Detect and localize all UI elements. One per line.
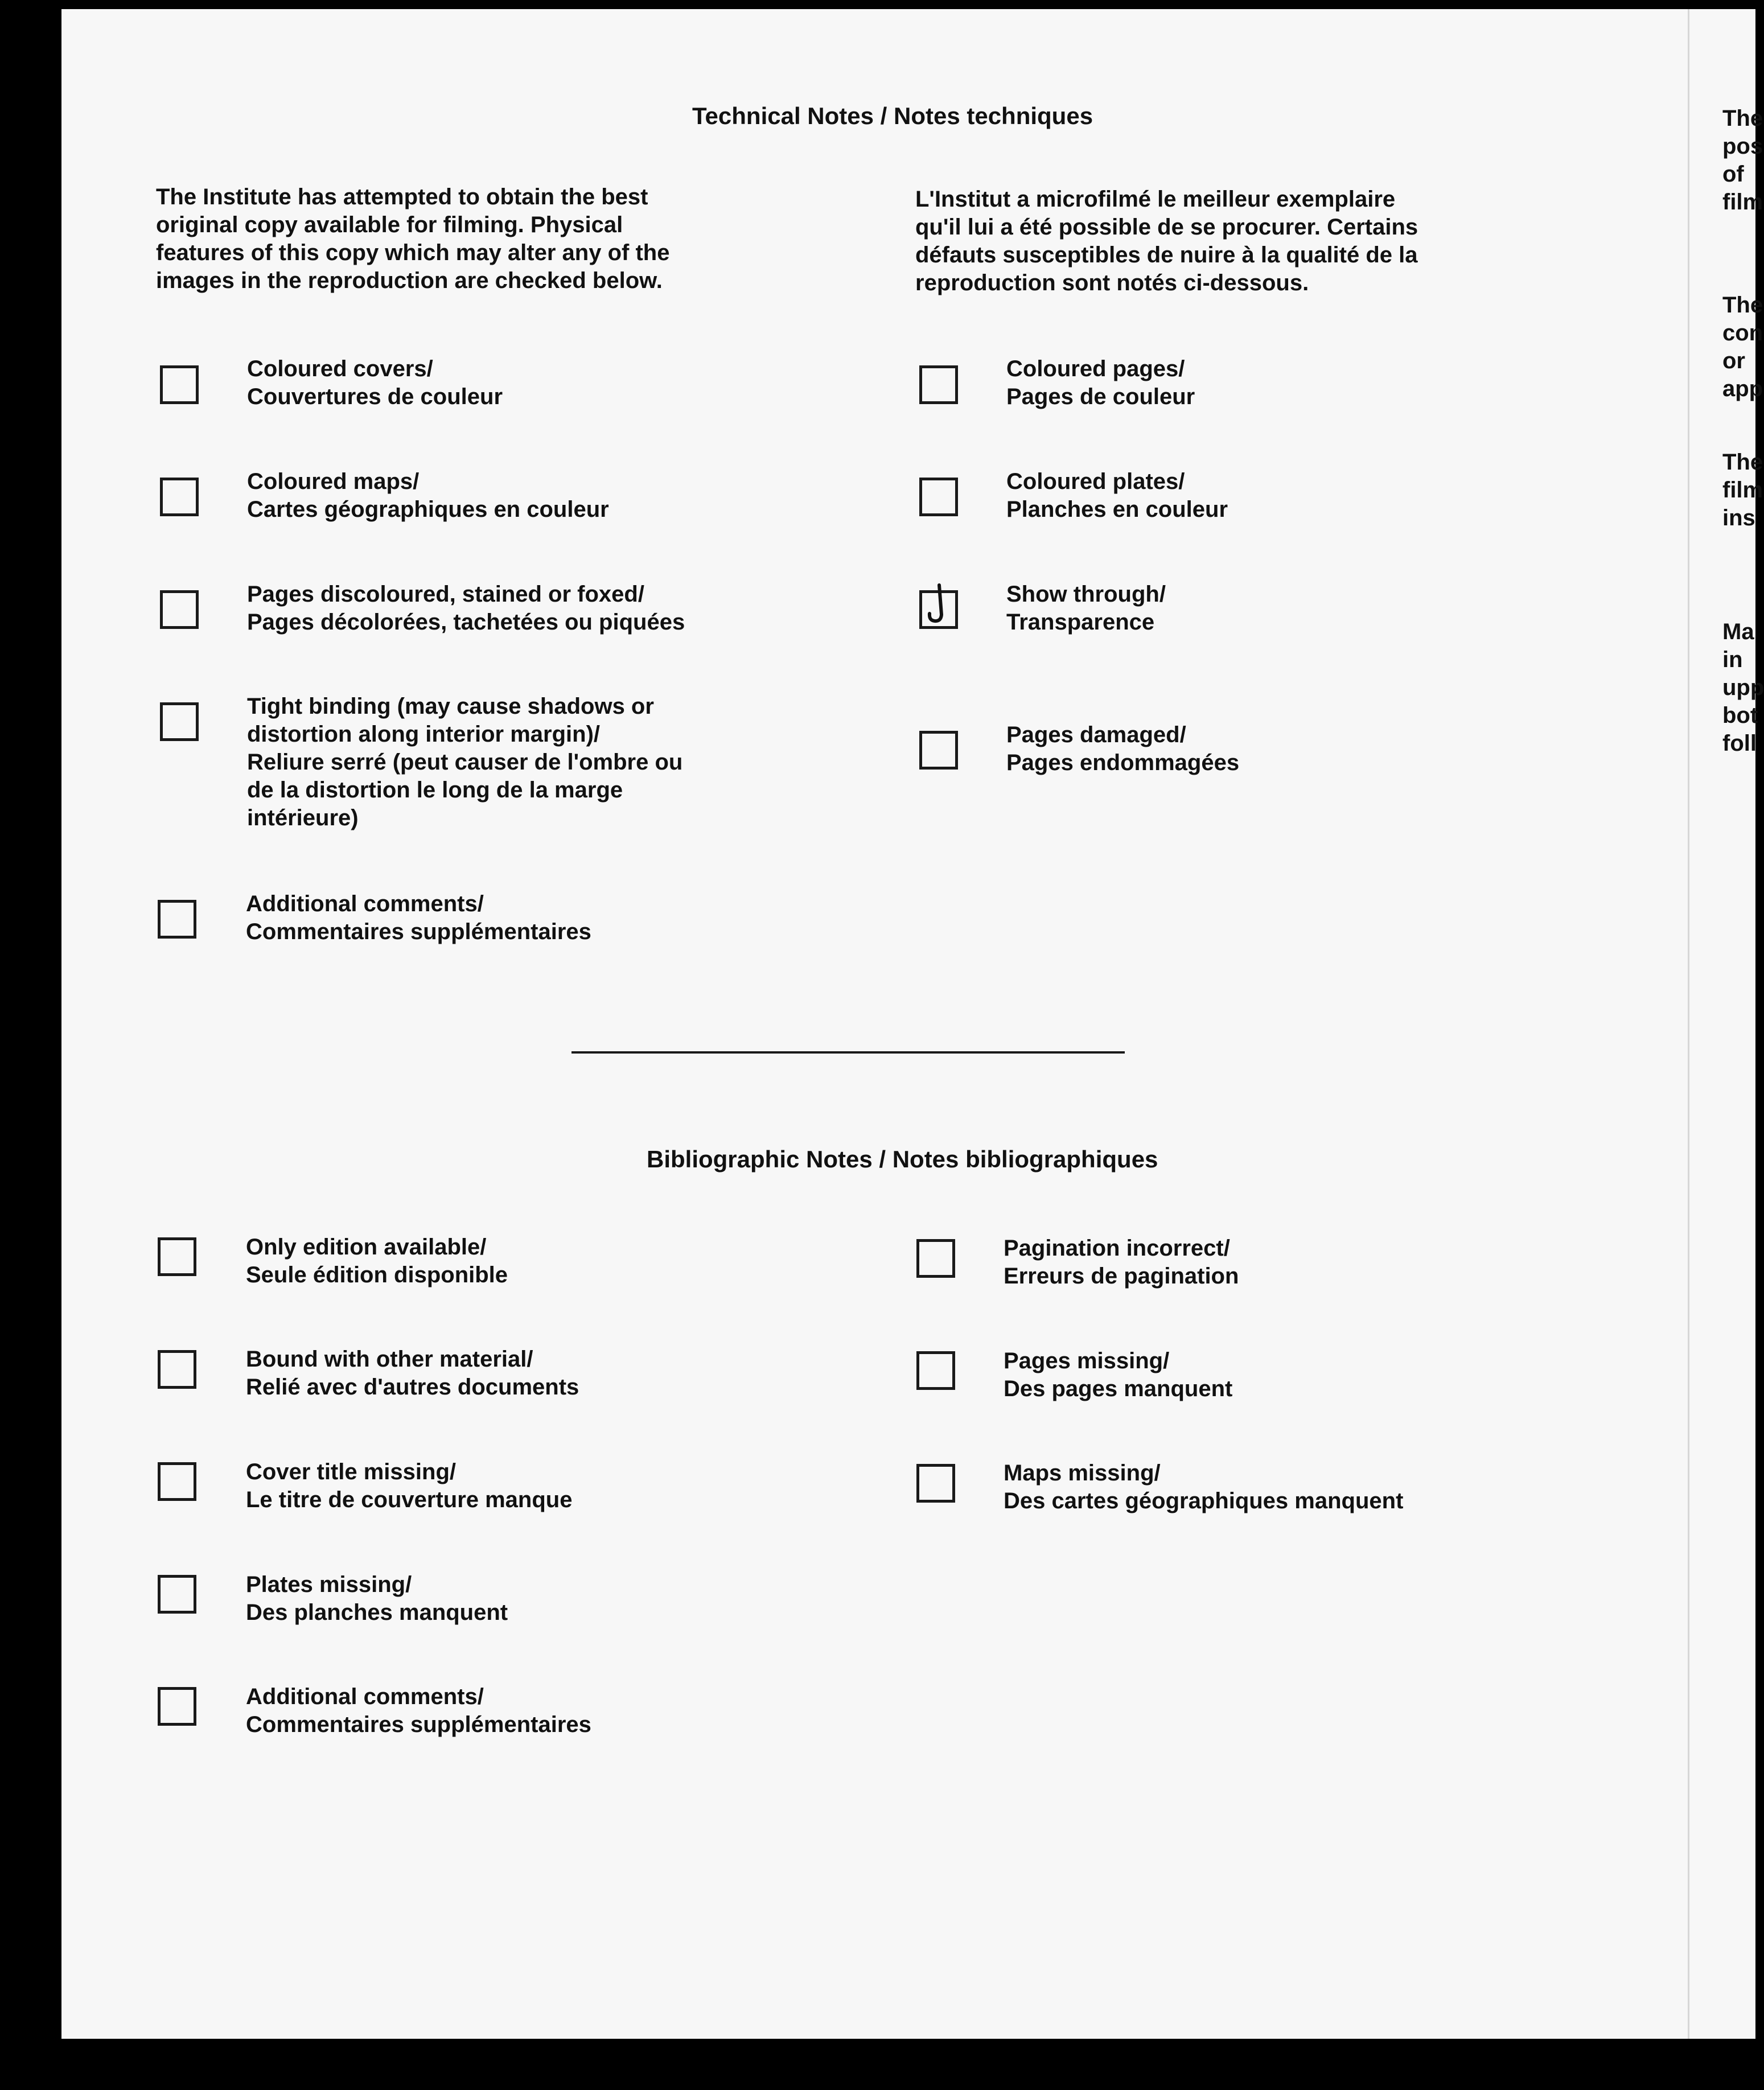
checkbox[interactable] (916, 1351, 955, 1390)
fragment-line: or (1722, 348, 1745, 373)
fragment-line: The (1722, 106, 1763, 131)
item-label-line: Des planches manquent (246, 1600, 508, 1625)
fragment-line: film (1722, 190, 1763, 215)
item-label-line: Pages décolorées, tachetées ou piquées (247, 610, 685, 635)
checkbox[interactable] (916, 1239, 955, 1278)
checkbox[interactable] (158, 1687, 196, 1726)
item-label-line: Planches en couleur (1006, 497, 1228, 522)
item-label-line: Des pages manquent (1004, 1376, 1233, 1401)
check-mark-icon (922, 593, 955, 626)
checkbox[interactable] (158, 1575, 196, 1614)
checkbox[interactable] (919, 478, 958, 516)
item-label-line: Couvertures de couleur (247, 384, 503, 409)
checkbox[interactable] (160, 478, 199, 516)
intro-fr-line: défauts susceptibles de nuire à la qualité de la (915, 242, 1418, 268)
item-label-line: de la distortion le long de la marge (247, 777, 623, 803)
intro-fr-line: qu'il lui a été possible de se procurer. Certains (915, 215, 1418, 240)
item-label-line: Only edition available/ (246, 1235, 487, 1260)
item-label-line: Relié avec d'autres documents (246, 1375, 579, 1400)
item-label-line: Tight binding (may cause shadows or (247, 694, 654, 719)
intro-en-line: original copy available for filming. Physical (156, 212, 623, 237)
technical-notes-heading: Technical Notes / Notes techniques (692, 102, 1093, 129)
fragment-line: The (1722, 293, 1763, 318)
item-label-line: Additional comments/ (246, 1684, 484, 1709)
item-label-line: Cartes géographiques en couleur (247, 497, 609, 522)
fragment-line: Ma (1722, 619, 1754, 644)
item-label-line: Commentaires supplémentaires (246, 1712, 591, 1737)
item-label-line: Transparence (1006, 610, 1155, 635)
item-label-line: intérieure) (247, 805, 359, 830)
item-label-line: Pages discoloured, stained or foxed/ (247, 582, 644, 607)
item-label-line: Pages de couleur (1006, 384, 1195, 409)
checkbox[interactable] (158, 1237, 196, 1276)
item-label-line: Maps missing/ (1004, 1460, 1161, 1486)
item-label-line: Erreurs de pagination (1004, 1264, 1239, 1289)
item-label-line: Coloured covers/ (247, 356, 433, 381)
item-label-line: Coloured plates/ (1006, 469, 1185, 494)
item-label-line: distortion along interior margin)/ (247, 722, 600, 747)
item-label-line: Additional comments/ (246, 891, 484, 916)
scanned-page (61, 9, 1764, 2039)
bibliographic-notes-heading: Bibliographic Notes / Notes bibliographiques (647, 1146, 1158, 1172)
fragment-line: app (1722, 376, 1763, 401)
fragment-line: of (1722, 162, 1744, 187)
intro-en-line: images in the reproduction are checked below. (156, 268, 663, 293)
intro-en-line: The Institute has attempted to obtain the best (156, 184, 648, 209)
page-fold-line (1688, 9, 1689, 2039)
checkbox[interactable] (919, 731, 958, 770)
fragment-line: The (1722, 450, 1763, 475)
fragment-line: foll (1722, 731, 1757, 756)
item-label-line: Show through/ (1006, 582, 1166, 607)
checkbox[interactable] (158, 900, 196, 939)
section-divider (571, 1051, 1125, 1054)
fragment-line: upp (1722, 675, 1764, 700)
checkbox[interactable] (160, 702, 199, 741)
fragment-line: bot (1722, 703, 1758, 728)
item-label-line: Le titre de couverture manque (246, 1487, 573, 1512)
item-label-line: Seule édition disponible (246, 1262, 508, 1287)
item-label-line: Reliure serré (peut causer de l'ombre ou (247, 750, 683, 775)
item-label-line: Bound with other material/ (246, 1347, 533, 1372)
checkbox[interactable] (158, 1462, 196, 1501)
checkbox-checked[interactable] (919, 590, 958, 629)
checkbox[interactable] (919, 365, 958, 404)
item-label-line: Des cartes géographiques manquent (1004, 1488, 1404, 1513)
fragment-line: in (1722, 647, 1743, 672)
item-label-line: Pages missing/ (1004, 1348, 1170, 1373)
fragment-line: ins (1722, 505, 1755, 530)
item-label-line: Cover title missing/ (246, 1459, 456, 1484)
checkbox[interactable] (158, 1350, 196, 1389)
intro-en-line: features of this copy which may alter any of the (156, 240, 670, 265)
checkbox[interactable] (916, 1464, 955, 1503)
checkbox[interactable] (160, 590, 199, 629)
item-label-line: Plates missing/ (246, 1572, 412, 1597)
intro-fr-line: L'Institut a microfilmé le meilleur exemplaire (915, 187, 1396, 212)
item-label-line: Coloured maps/ (247, 469, 420, 494)
fragment-line: film (1722, 478, 1763, 503)
intro-fr-line: reproduction sont notés ci-dessous. (915, 270, 1309, 295)
item-label-line: Pages damaged/ (1006, 722, 1186, 747)
item-label-line: Pages endommagées (1006, 750, 1240, 775)
checkbox[interactable] (160, 365, 199, 404)
fragment-line: con (1722, 320, 1763, 345)
item-label-line: Pagination incorrect/ (1004, 1236, 1230, 1261)
item-label-line: Coloured pages/ (1006, 356, 1185, 381)
item-label-line: Commentaires supplémentaires (246, 919, 591, 944)
fragment-line: pos (1722, 134, 1763, 159)
